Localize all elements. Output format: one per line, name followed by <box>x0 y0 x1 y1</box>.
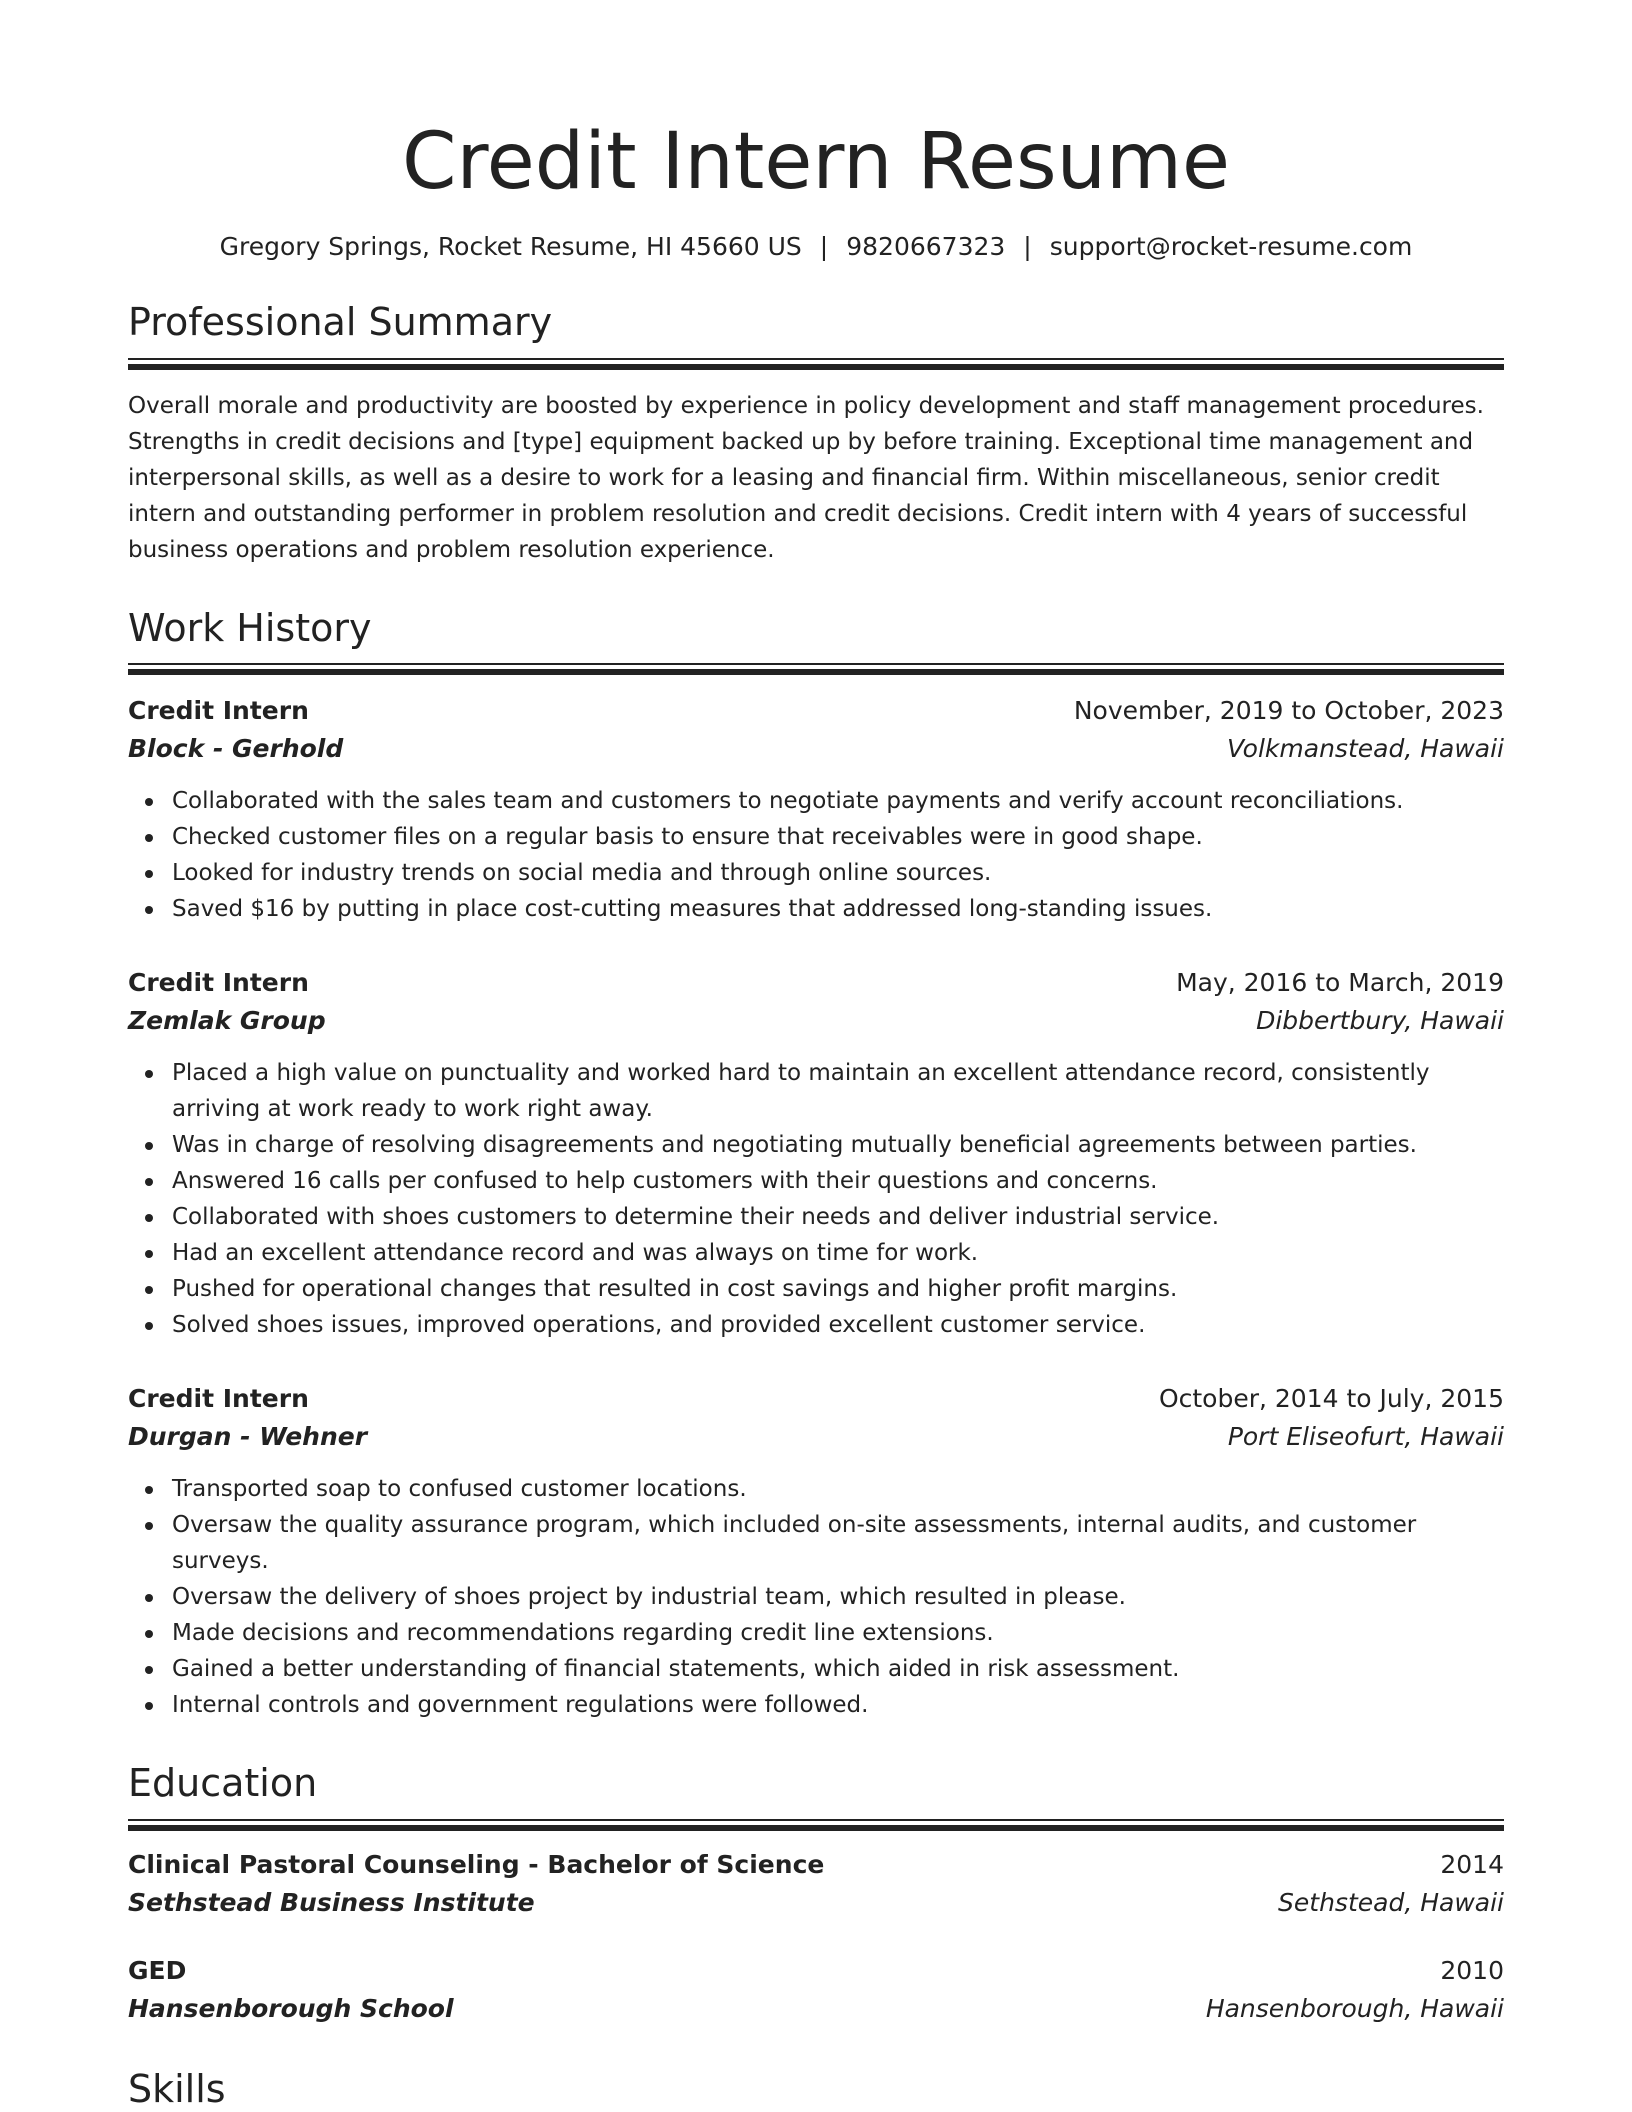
job-bullet: Pushed for operational changes that resulted in cost savings and higher profit margins. <box>172 1271 1504 1307</box>
job-bullet: Collaborated with the sales team and customers to negotiate payments and verify account reconciliations. <box>172 783 1504 819</box>
job-location: Port Eliseofurt, Hawaii <box>1227 1422 1504 1452</box>
section-divider <box>128 358 1504 368</box>
job-title: Credit Intern <box>128 696 309 726</box>
job-bullet: Was in charge of resolving disagreements and negotiating mutually beneficial agreements between parties. <box>172 1127 1504 1163</box>
contact-address: Gregory Springs, Rocket Resume, HI 45660 US <box>219 231 802 261</box>
job-bullet-list <box>128 1055 1504 1343</box>
job-bullet: Saved $16 by putting in place cost-cutting measures that addressed long-standing issues. <box>172 891 1504 927</box>
education-year: 2010 <box>1440 1956 1504 1986</box>
contact-line <box>128 232 1504 262</box>
job-location: Volkmanstead, Hawaii <box>1227 734 1504 764</box>
job-company-row <box>128 729 1504 769</box>
job-title: Credit Intern <box>128 1384 309 1414</box>
job-header-row <box>128 965 1504 1001</box>
job-bullet: Oversaw the delivery of shoes project by industrial team, which resulted in please. <box>172 1579 1504 1615</box>
education-school: Hansenborough School <box>128 1994 454 2024</box>
education-location: Sethstead, Hawaii <box>1278 1888 1504 1918</box>
job-dates: May, 2016 to March, 2019 <box>1176 968 1504 998</box>
job-company: Zemlak Group <box>128 1006 326 1036</box>
job-bullet: Answered 16 calls per confused to help customers with their questions and concerns. <box>172 1163 1504 1199</box>
job-company: Durgan - Wehner <box>128 1422 368 1452</box>
job-title: Credit Intern <box>128 968 309 998</box>
contact-email[interactable]: support@rocket-resume.com <box>1049 231 1413 261</box>
job-bullet: Looked for industry trends on social media and through online sources. <box>172 855 1504 891</box>
job-bullet: Collaborated with shoes customers to determine their needs and deliver industrial service. <box>172 1199 1504 1235</box>
resume-title: Credit Intern Resume <box>401 117 1231 207</box>
job-bullet: Oversaw the quality assurance program, which included on-site assessments, internal audits, and customer surveys. <box>172 1507 1504 1579</box>
education-location: Hansenborough, Hawaii <box>1205 1994 1504 2024</box>
job-bullet: Transported soap to confused customer locations. <box>172 1471 1504 1507</box>
education-school-row <box>128 1883 1504 1923</box>
contact-separator: | <box>1023 231 1032 261</box>
job-bullet: Had an excellent attendance record and was always on time for work. <box>172 1235 1504 1271</box>
section-heading-skills: Skills <box>128 2067 226 2112</box>
job-bullet: Made decisions and recommendations regarding credit line extensions. <box>172 1615 1504 1651</box>
section-heading-education: Education <box>128 1761 318 1806</box>
education-year: 2014 <box>1440 1850 1504 1880</box>
job-dates: October, 2014 to July, 2015 <box>1158 1384 1504 1414</box>
contact-separator: | <box>819 231 829 261</box>
education-degree: Clinical Pastoral Counseling - Bachelor of Science <box>128 1850 825 1880</box>
job-header-row <box>128 1381 1504 1417</box>
education-degree: GED <box>128 1956 187 1986</box>
education-entry <box>128 1953 1504 2029</box>
job-company-row <box>128 1001 1504 1041</box>
job-location: Dibbertbury, Hawaii <box>1256 1006 1504 1036</box>
education-header-row <box>128 1847 1504 1883</box>
section-heading-summary: Professional Summary <box>128 299 553 344</box>
job-company: Block - Gerhold <box>128 734 344 764</box>
job-bullet: Internal controls and government regulations were followed. <box>172 1687 1504 1723</box>
job-company-row <box>128 1417 1504 1457</box>
job-entry <box>128 693 1504 927</box>
education-school-row <box>128 1989 1504 2029</box>
job-bullet: Solved shoes issues, improved operations, and provided excellent customer service. <box>172 1307 1504 1343</box>
job-entry <box>128 965 1504 1343</box>
job-bullet-list <box>128 783 1504 927</box>
summary-text: Overall morale and productivity are boosted by experience in policy development and staff management procedures. Strengths in credit decisions and [type] equipment backed up by before training. Exceptional time management and interpersonal skills, as well as a desire to work for a leasing and financial firm. Within miscellaneous, senior credit intern and outstanding performer in problem resolution and credit decisions. Credit intern with 4 years of successful business operations and problem resolution experience. <box>128 392 1484 563</box>
job-header-row <box>128 693 1504 729</box>
section-heading-work-history: Work History <box>128 605 372 650</box>
contact-phone: 9820667323 <box>846 231 1006 261</box>
job-bullet-list <box>128 1471 1504 1723</box>
education-school: Sethstead Business Institute <box>128 1888 535 1918</box>
job-bullet: Placed a high value on punctuality and worked hard to maintain an excellent attendance record, consistently arriving at work ready to work right away. <box>172 1055 1504 1127</box>
education-entry <box>128 1847 1504 1923</box>
section-divider <box>128 1819 1504 1829</box>
job-entry <box>128 1381 1504 1723</box>
job-bullet: Checked customer files on a regular basis to ensure that receivables were in good shape. <box>172 819 1504 855</box>
job-bullet: Gained a better understanding of financial statements, which aided in risk assessment. <box>172 1651 1504 1687</box>
education-header-row <box>128 1953 1504 1989</box>
section-divider <box>128 663 1504 673</box>
job-dates: November, 2019 to October, 2023 <box>1073 696 1504 726</box>
